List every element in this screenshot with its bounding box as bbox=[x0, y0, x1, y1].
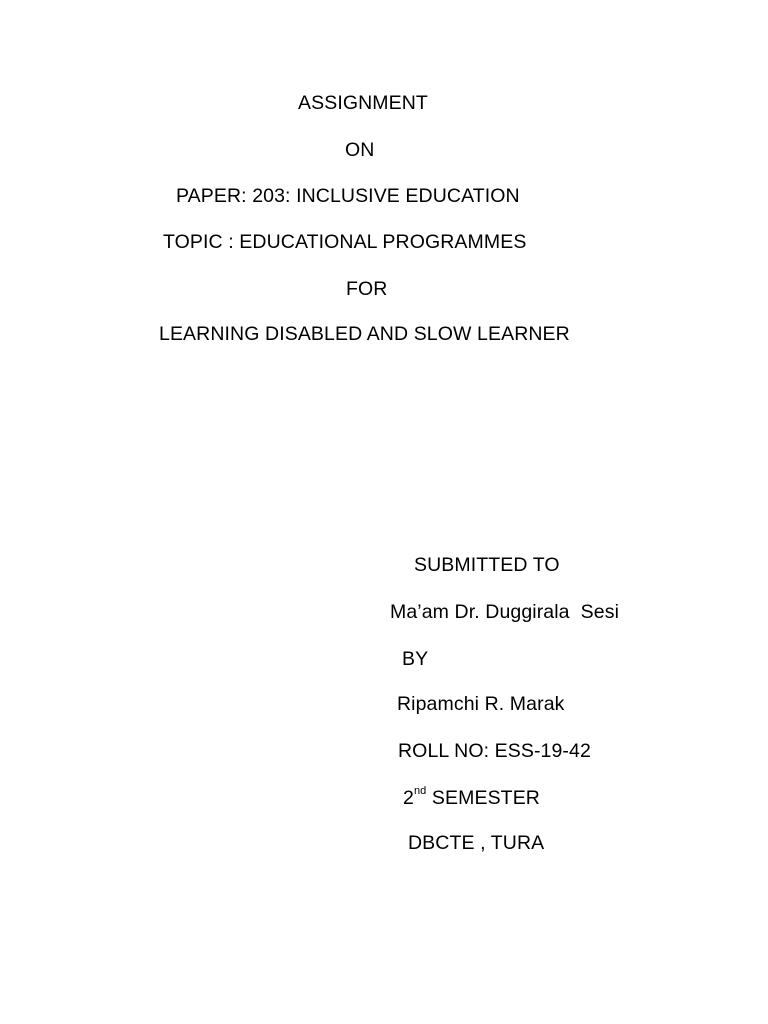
for-heading: FOR bbox=[346, 278, 388, 300]
topic-subject: LEARNING DISABLED AND SLOW LEARNER bbox=[159, 323, 570, 345]
student-name: Ripamchi R. Marak bbox=[397, 693, 565, 715]
on-heading: ON bbox=[345, 139, 375, 161]
teacher-name: Ma’am Dr. Duggirala Sesi bbox=[390, 601, 619, 623]
topic-title: TOPIC : EDUCATIONAL PROGRAMMES bbox=[163, 231, 527, 253]
college-name: DBCTE , TURA bbox=[408, 832, 545, 854]
semester-label: SEMESTER bbox=[426, 787, 540, 809]
assignment-heading: ASSIGNMENT bbox=[298, 92, 428, 114]
by-label: BY bbox=[402, 648, 429, 670]
semester bbox=[403, 786, 540, 810]
submitted-to-label: SUBMITTED TO bbox=[414, 554, 560, 576]
roll-number: ROLL NO: ESS-19-42 bbox=[398, 740, 591, 762]
paper-title: PAPER: 203: INCLUSIVE EDUCATION bbox=[176, 185, 520, 207]
semester-number: 2 bbox=[403, 787, 414, 809]
semester-ordinal-suffix: nd bbox=[413, 784, 427, 797]
